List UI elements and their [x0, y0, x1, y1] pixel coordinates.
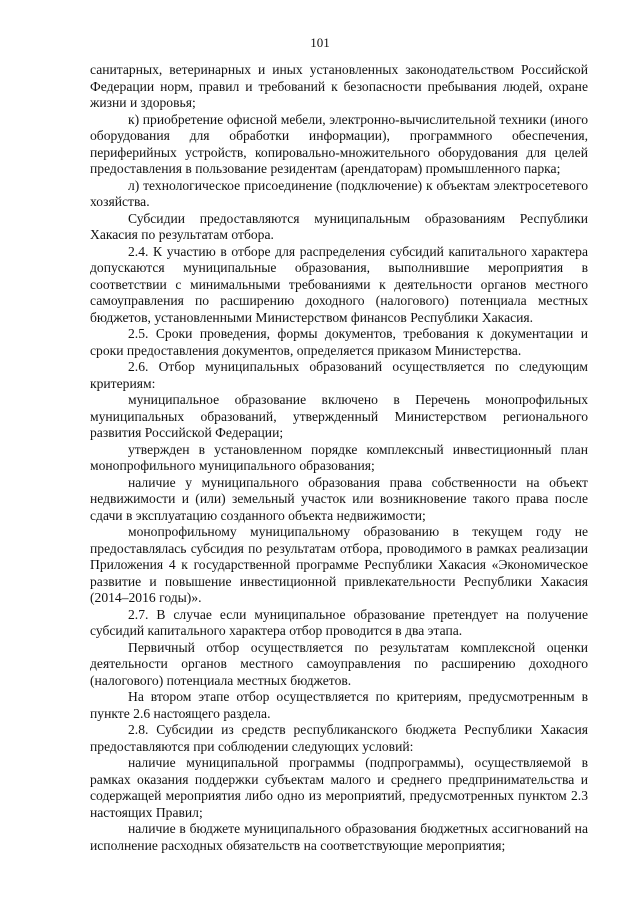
paragraph-2-8: 2.8. Субсидии из средств республиканского бюджета Республики Хакасия предоставляются при соблюдении следующих условий:: [90, 722, 588, 754]
paragraph-criterion-4: монопрофильному муниципальному образованию в текущем году не предоставлялась субсидия по результатам отбора, проводимого в рамках реализации Приложения 4 к государственной программе Республики Хакасия «Экономическое развитие и повышение инвестиционной привлекательности Республики Хакасия (2014–2016 годы)».: [90, 524, 588, 605]
paragraph-criterion-2: утвержден в установленном порядке комплексный инвестиционный план монопрофильного муниципального образования;: [90, 441, 588, 473]
paragraph-item-l: л) технологическое присоединение (подключение) к объектам электросетевого хозяйства.: [90, 177, 588, 209]
paragraph-subsidies: Субсидии предоставляются муниципальным образованиям Республики Хакасия по результатам отбора.: [90, 210, 588, 242]
paragraph-condition-1: наличие муниципальной программы (подпрограммы), осуществляемой в рамках оказания поддержки субъектам малого и среднего предпринимательства и содержащей мероприятия либо одно из мероприятий, предусмотренных пунктом 2.3 настоящих Правил;: [90, 755, 588, 820]
document-body: [90, 62, 588, 854]
paragraph-second-stage: На втором этапе отбор осуществляется по критериям, предусмотренным в пункте 2.6 настоящего раздела.: [90, 689, 588, 721]
paragraph-continuation: санитарных, ветеринарных и иных установленных законодательством Российской Федерации норм, правил и требований к безопасности пребывания людей, охране жизни и здоровья;: [90, 62, 588, 110]
paragraph-primary-selection: Первичный отбор осуществляется по результатам комплексной оценки деятельности органов местного самоуправления по расширению доходного (налогового) потенциала местных бюджетов.: [90, 639, 588, 688]
paragraph-2-6: 2.6. Отбор муниципальных образований осуществляется по следующим критериям:: [90, 359, 588, 391]
paragraph-criterion-1: муниципальное образование включено в Перечень монопрофильных муниципальных образований, утвержденный Министерством регионального развития Российской Федерации;: [90, 392, 588, 440]
paragraph-item-k: к) приобретение офисной мебели, электронно-вычислительной техники (иного оборудования для обработки информации), программного обеспечения, периферийных устройств, копировально-множительного оборудования для целей предоставления в пользование резидентам (арендаторам) промышленного парка;: [90, 111, 588, 176]
paragraph-2-5: 2.5. Сроки проведения, формы документов, требования к документации и сроки предоставления документов, определяется приказом Министерства.: [90, 326, 588, 358]
paragraph-2-7: 2.7. В случае если муниципальное образование претендует на получение субсидий капитального характера отбор проводится в два этапа.: [90, 606, 588, 638]
page-number: 101: [310, 35, 330, 50]
paragraph-criterion-3: наличие у муниципального образования права собственности на объект недвижимости и (или) земельный участок или возникновение такого права после сдачи в эксплуатацию созданного объекта недвижимости;: [90, 474, 588, 523]
paragraph-condition-2: наличие в бюджете муниципального образования бюджетных ассигнований на исполнение расходных обязательств на соответствующие мероприятия;: [90, 821, 588, 853]
paragraph-2-4: 2.4. К участию в отборе для распределения субсидий капитального характера допускаются муниципальные образования, выполнившие мероприятия в соответствии с минимальными требованиями к деятельности органов местного самоуправления по расширению доходного (налогового) потенциала местных бюджетов, установленными Министерством финансов Республики Хакасия.: [90, 243, 588, 325]
